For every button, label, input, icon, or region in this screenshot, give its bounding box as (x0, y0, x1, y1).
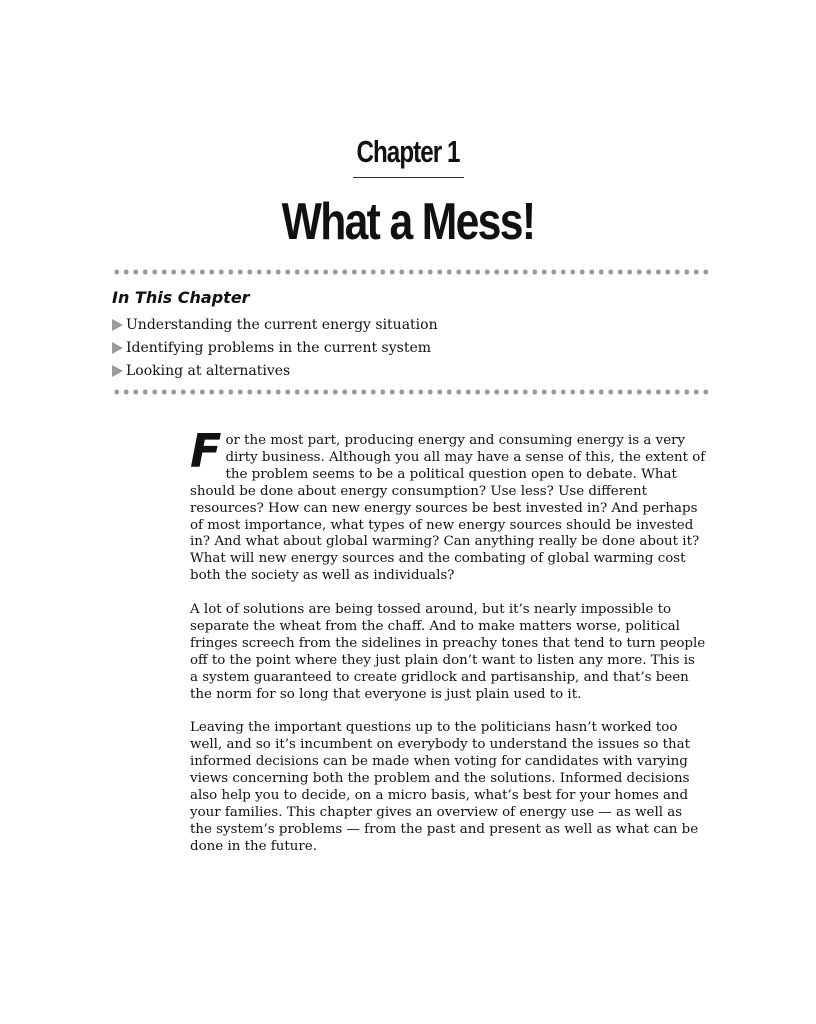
in-this-chapter-list (112, 313, 438, 382)
body-text (190, 424, 706, 873)
list-item-label: Identifying problems in the current system (126, 339, 432, 356)
triangle-bullet-icon (112, 319, 123, 331)
triangle-bullet-icon (112, 365, 123, 377)
list-item (112, 359, 438, 382)
dotted-divider-top (112, 269, 708, 275)
drop-cap: F (190, 424, 222, 478)
chapter-label: Chapter 1 (356, 134, 460, 169)
list-item (112, 336, 438, 359)
chapter-title: What a Mess! (281, 193, 535, 251)
in-this-chapter-heading: In This Chapter (112, 288, 250, 307)
list-item-label: Understanding the current energy situation (126, 316, 438, 333)
paragraph-3: Leaving the important questions up to the politicians hasn’t worked too well, and so it’s incumbent on everybody to understand the issues so that informed decisions can be made when voting for candidates with varying views concerning both the problem and the solutions. Informed decisions also help you to decide, on a micro basis, what’s best for your homes and your families. This chapter gives an overview of energy use — as well as the system’s problems — from the past and present as well as what can be done in the future. (190, 720, 699, 854)
paragraph-2: A lot of solutions are being tossed around, but it’s nearly impossible to separate the wheat from the chaff. And to make matters worse, political fringes screech from the sidelines in preachy tones that tend to turn people off to the point where they just plain don’t want to listen any more. This is a system guaranteed to create gridlock and partisanship, and that’s been the norm for so long that everyone is just plain used to it. (190, 602, 706, 702)
paragraph-1-text: or the most part, producing energy and consuming energy is a very dirty business. Although you all may have a sense of this, the extent of the problem seems to be a political question open to debate. What should be done about energy consumption? Use less? Use different resources? How can new energy sources be best invested in? And perhaps of most importance, what types of new energy sources should be invested in? And what about global warming? Can anything really be done about it? What will new energy sources and the combating of global warming cost both the society as well as individuals? (190, 433, 706, 584)
list-item (112, 313, 438, 336)
paragraph-1 (190, 424, 706, 585)
triangle-bullet-icon (112, 342, 123, 354)
chapter-rule (353, 177, 464, 178)
dotted-divider-bottom (112, 389, 708, 395)
list-item-label: Looking at alternatives (126, 362, 291, 379)
